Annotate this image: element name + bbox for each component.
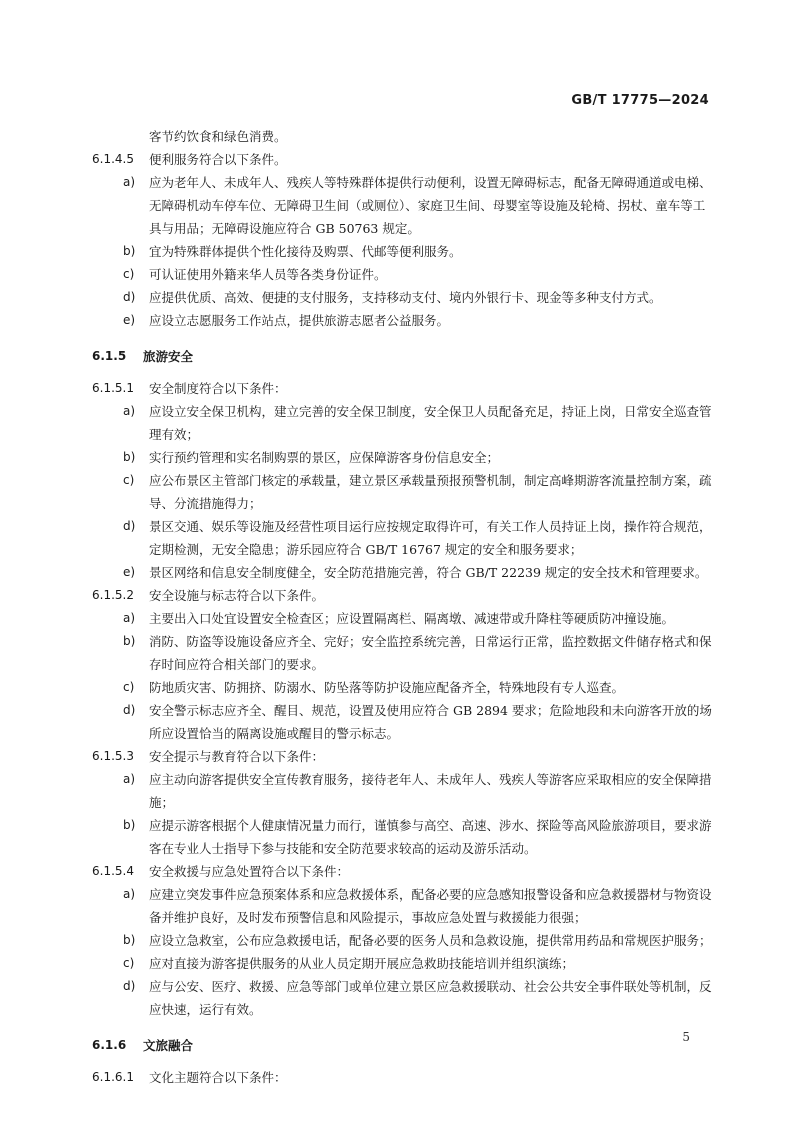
item-marker: c) [123, 473, 135, 487]
clause-text: 文化主题符合以下条件： [149, 1070, 287, 1085]
continued-text [92, 125, 712, 148]
clause-text: 应建立突发事件应急预案体系和应急救援体系，配备必要的应急感知报警设备和应急救援器材与物资设备并维护良好，及时发布预警信息和风险提示，事故应急处置与救援能力很强； [149, 887, 712, 925]
clause-text: 应公布景区主管部门核定的承载量，建立景区承载量预报预警机制，制定高峰期游客流量控制方案，疏导、分流措施得力； [149, 473, 712, 511]
clause-text: 可认证使用外籍来华人员等各类身份证件。 [149, 267, 387, 282]
clause-text: 实行预约管理和实名制购票的景区，应保障游客身份信息安全； [149, 450, 500, 465]
clause-number: 6.1.5 [92, 349, 127, 363]
clause-text: 应提示游客根据个人健康情况量力而行，谨慎参与高空、高速、涉水、探险等高风险旅游项目，要求游客在专业人士指导下参与技能和安全防范要求较高的运动及游乐活动。 [149, 818, 712, 856]
item-marker: a) [123, 175, 136, 189]
clause-text: 应提供优质、高效、便捷的支付服务，支持移动支付、境内外银行卡、现金等多种支付方式。 [149, 290, 662, 305]
list-item [92, 263, 712, 286]
item-marker: d) [123, 519, 136, 533]
list-item [92, 446, 712, 469]
list-item [92, 309, 712, 332]
item-marker: b) [123, 634, 136, 648]
list-item [92, 240, 712, 263]
item-marker: b) [123, 450, 136, 464]
item-marker: d) [123, 979, 136, 993]
clause [92, 377, 712, 400]
clause-text: 便利服务符合以下条件。 [149, 152, 287, 167]
clause-text: 应设立安全保卫机构，建立完善的安全保卫制度，安全保卫人员配备充足，持证上岗，日常安全巡查管理有效； [149, 404, 712, 442]
item-marker: a) [123, 887, 136, 901]
clause-number: 6.1.6.1 [92, 1070, 134, 1084]
clause-text: 安全制度符合以下条件： [149, 381, 287, 396]
list-item [92, 561, 712, 584]
item-marker: d) [123, 290, 136, 304]
list-item [92, 286, 712, 309]
clause-number: 6.1.5.1 [92, 381, 134, 395]
clause [92, 584, 712, 607]
clause-text: 宜为特殊群体提供个性化接待及购票、代邮等便利服务。 [149, 244, 462, 259]
document-body [92, 125, 712, 1089]
item-marker: d) [123, 703, 136, 717]
list-item [92, 630, 712, 676]
list-item [92, 929, 712, 952]
section-heading [92, 345, 712, 368]
clause [92, 148, 712, 171]
clause-text: 主要出入口处宜设置安全检查区；应设置隔离栏、隔离墩、减速带或升降柱等硬质防冲撞设施。 [149, 611, 675, 626]
clause-number: 6.1.5.4 [92, 864, 134, 878]
page-number: 5 [682, 1030, 690, 1044]
clause-text: 景区交通、娱乐等设施及经营性项目运行应按规定取得许可，有关工作人员持证上岗，操作符合规范，定期检测，无安全隐患；游乐园应符合 GB/T 16767 规定的安全和服务要求； [149, 519, 712, 557]
list-item [92, 676, 712, 699]
list-item [92, 607, 712, 630]
item-marker: b) [123, 933, 136, 947]
clause [92, 1066, 712, 1089]
clause-number: 6.1.4.5 [92, 152, 134, 166]
clause-text: 应为老年人、未成年人、残疾人等特殊群体提供行动便利，设置无障碍标志，配备无障碍通道或电梯、无障碍机动车停车位、无障碍卫生间（或厕位）、家庭卫生间、母婴室等设施及轮椅、拐杖、童车等工具与用品；无障碍设施应符合 GB 50763 规定。 [149, 175, 712, 236]
item-marker: a) [123, 611, 136, 625]
clause-number: 6.1.5.3 [92, 749, 134, 763]
clause-text: 应与公安、医疗、救援、应急等部门或单位建立景区应急救援联动、社会公共安全事件联处等机制，反应快速，运行有效。 [149, 979, 712, 1017]
list-item [92, 883, 712, 929]
list-item [92, 699, 712, 745]
section-heading [92, 1034, 712, 1057]
item-marker: c) [123, 956, 135, 970]
clause [92, 860, 712, 883]
item-marker: b) [123, 818, 136, 832]
clause-text: 应主动向游客提供安全宣传教育服务，接待老年人、未成年人、残疾人等游客应采取相应的安全保障措施； [149, 772, 712, 810]
list-item [92, 400, 712, 446]
item-marker: c) [123, 680, 135, 694]
list-item [92, 768, 712, 814]
list-item [92, 171, 712, 240]
clause-number: 6.1.6 [92, 1038, 127, 1052]
clause-text: 安全警示标志应齐全、醒目、规范，设置及使用应符合 GB 2894 要求；危险地段和未向游客开放的场所应设置恰当的隔离设施或醒目的警示标志。 [149, 703, 712, 741]
list-item [92, 814, 712, 860]
section-title: 文旅融合 [143, 1038, 194, 1053]
list-item [92, 515, 712, 561]
item-marker: a) [123, 404, 136, 418]
item-marker: c) [123, 267, 135, 281]
clause-text: 安全提示与教育符合以下条件： [149, 749, 325, 764]
clause-text: 安全设施与标志符合以下条件。 [149, 588, 325, 603]
clause-text: 防地质灾害、防拥挤、防溺水、防坠落等防护设施应配备齐全，特殊地段有专人巡查。 [149, 680, 625, 695]
item-marker: e) [123, 313, 136, 327]
list-item [92, 469, 712, 515]
item-marker: a) [123, 772, 136, 786]
item-marker: e) [123, 565, 136, 579]
clause-text: 景区网络和信息安全制度健全，安全防范措施完善，符合 GB/T 22239 规定的安全技术和管理要求。 [149, 565, 708, 580]
clause [92, 745, 712, 768]
clause-text: 消防、防盗等设施设备应齐全、完好；安全监控系统完善，日常运行正常，监控数据文件储存格式和保存时间应符合相关部门的要求。 [149, 634, 712, 672]
list-item [92, 952, 712, 975]
clause-text: 应对直接为游客提供服务的从业人员定期开展应急救助技能培训并组织演练； [149, 956, 575, 971]
clause-text: 客节约饮食和绿色消费。 [149, 129, 287, 144]
clause-text: 安全救援与应急处置符合以下条件： [149, 864, 350, 879]
clause-number: 6.1.5.2 [92, 588, 134, 602]
list-item [92, 975, 712, 1021]
section-title: 旅游安全 [143, 349, 194, 364]
clause-text: 应设立急救室，公布应急救援电话，配备必要的医务人员和急救设施，提供常用药品和常规医护服务； [149, 933, 712, 948]
standard-number: GB/T 17775—2024 [571, 93, 709, 108]
clause-text: 应设立志愿服务工作站点，提供旅游志愿者公益服务。 [149, 313, 450, 328]
item-marker: b) [123, 244, 136, 258]
